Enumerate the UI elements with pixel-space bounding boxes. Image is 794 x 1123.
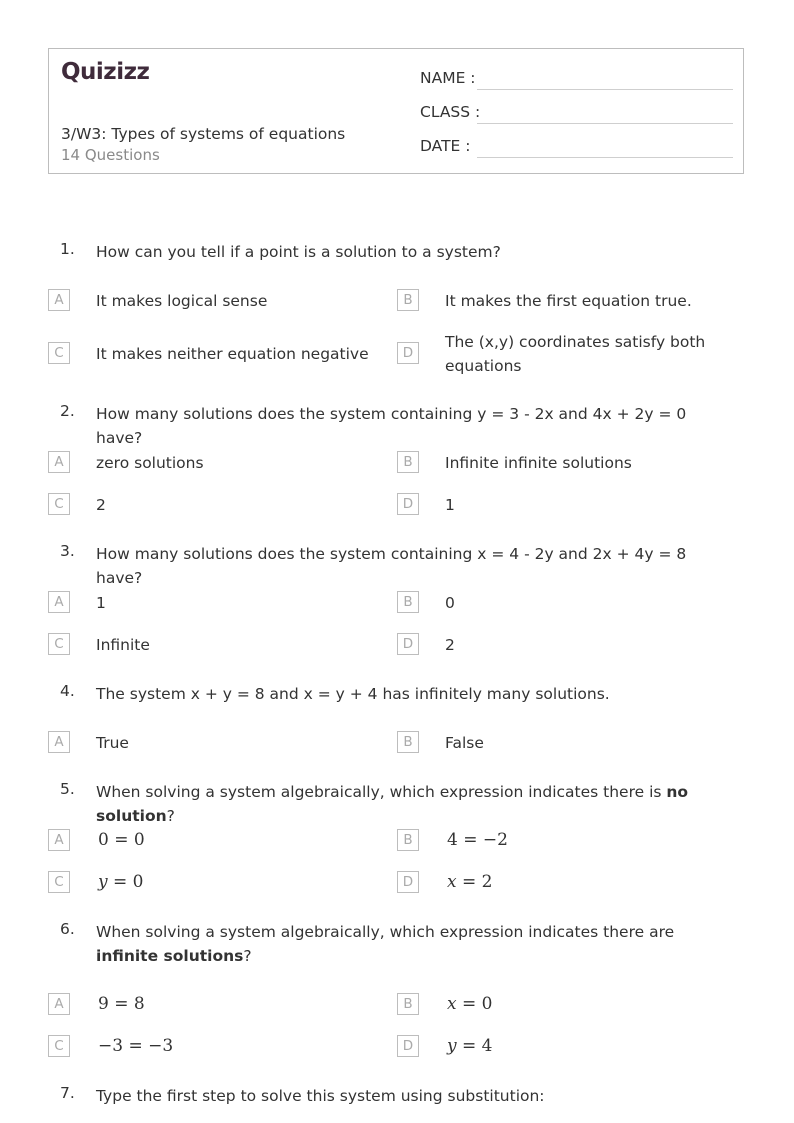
- math-lhs: x: [447, 872, 457, 892]
- option-d-math: y = 4: [447, 1036, 493, 1056]
- option-b-box[interactable]: B: [397, 731, 419, 753]
- class-label: CLASS :: [420, 103, 481, 121]
- option-d-box[interactable]: D: [397, 633, 419, 655]
- question-number: 3.: [60, 542, 75, 560]
- math-rhs: 8: [133, 994, 145, 1014]
- math-rhs: 0: [133, 830, 145, 850]
- question-text: The system x + y = 8 and x = y + 4 has infinitely many solutions.: [96, 685, 610, 703]
- question-number: 7.: [60, 1084, 75, 1102]
- option-d-box[interactable]: D: [397, 342, 419, 364]
- option-c-text: It makes neither equation negative: [96, 345, 369, 363]
- name-label: NAME :: [420, 69, 476, 87]
- math-lhs: 9: [98, 994, 109, 1014]
- question-text-end: ?: [166, 807, 175, 825]
- quizizz-logo: [61, 59, 149, 89]
- option-c-box[interactable]: C: [48, 871, 70, 893]
- question-number: 4.: [60, 682, 75, 700]
- math-lhs: x: [447, 994, 457, 1014]
- option-b-box[interactable]: B: [397, 993, 419, 1015]
- question-text: How many solutions does the system containing x = 4 - 2y and 2x + 4y = 8 have?: [96, 545, 687, 587]
- math-rhs: 2: [481, 872, 493, 892]
- option-d-text: The (x,y) coordinates satisfy both equations: [445, 333, 706, 375]
- math-lhs: −3: [98, 1036, 124, 1056]
- option-c-box[interactable]: C: [48, 342, 70, 364]
- option-d-box[interactable]: D: [397, 493, 419, 515]
- option-b-text: False: [445, 734, 484, 752]
- option-a-math: 9 = 8: [98, 994, 145, 1014]
- option-a-box[interactable]: A: [48, 289, 70, 311]
- math-lhs: 0: [98, 830, 109, 850]
- option-c-math: y = 0: [98, 872, 144, 892]
- question-number: 1.: [60, 240, 75, 258]
- option-a-math: 0 = 0: [98, 830, 145, 850]
- math-rhs: 4: [481, 1036, 493, 1056]
- question-text: [96, 920, 716, 968]
- brand-name: Quizizz: [61, 59, 150, 85]
- option-c-box[interactable]: C: [48, 493, 70, 515]
- option-c-math: −3 = −3: [98, 1036, 174, 1056]
- question-emphasis: infinite solutions: [96, 947, 244, 965]
- option-b-text: 0: [445, 594, 455, 612]
- option-a-text: zero solutions: [96, 454, 204, 472]
- option-b-box[interactable]: B: [397, 829, 419, 851]
- option-a-box[interactable]: A: [48, 451, 70, 473]
- math-lhs: y: [98, 872, 108, 892]
- option-c-box[interactable]: C: [48, 1035, 70, 1057]
- option-c-text: Infinite: [96, 636, 150, 654]
- name-line[interactable]: [477, 89, 733, 90]
- option-b-box[interactable]: B: [397, 289, 419, 311]
- option-a-text: 1: [96, 594, 106, 612]
- option-d-text: 2: [445, 636, 455, 654]
- worksheet-header: [48, 48, 744, 174]
- option-a-box[interactable]: A: [48, 829, 70, 851]
- option-b-text: Infinite infinite solutions: [445, 454, 632, 472]
- option-c-box[interactable]: C: [48, 633, 70, 655]
- math-rhs: −2: [482, 830, 508, 850]
- option-d-box[interactable]: D: [397, 871, 419, 893]
- question-number: 2.: [60, 402, 75, 420]
- question-emphasis: no solution: [96, 783, 689, 825]
- option-b-box[interactable]: B: [397, 591, 419, 613]
- option-a-box[interactable]: A: [48, 591, 70, 613]
- option-a-text: It makes logical sense: [96, 292, 268, 310]
- date-label: DATE :: [420, 137, 471, 155]
- question-number: 6.: [60, 920, 75, 938]
- option-a-box[interactable]: A: [48, 731, 70, 753]
- option-d-box[interactable]: D: [397, 1035, 419, 1057]
- question-text: [96, 780, 736, 828]
- option-b-text: It makes the first equation true.: [445, 292, 692, 310]
- question-number: 5.: [60, 780, 75, 798]
- question-count: 14 Questions: [61, 146, 160, 164]
- question-text-end: ?: [243, 947, 252, 965]
- math-rhs: 0: [132, 872, 144, 892]
- question-text: How many solutions does the system containing y = 3 - 2x and 4x + 2y = 0 have?: [96, 405, 687, 447]
- math-rhs: 0: [481, 994, 493, 1014]
- question-text-start: When solving a system algebraically, which expression indicates there are: [96, 923, 675, 941]
- question-text: How can you tell if a point is a solution to a system?: [96, 243, 501, 261]
- worksheet-title: 3/W3: Types of systems of equations: [61, 125, 346, 143]
- question-text-start: When solving a system algebraically, which expression indicates there is: [96, 783, 667, 801]
- math-lhs: 4: [447, 830, 458, 850]
- class-line[interactable]: [477, 123, 733, 124]
- option-a-text: True: [96, 734, 129, 752]
- option-b-math: x = 0: [447, 994, 493, 1014]
- math-rhs: −3: [148, 1036, 174, 1056]
- option-b-math: 4 = −2: [447, 830, 508, 850]
- date-line[interactable]: [477, 157, 733, 158]
- option-a-box[interactable]: A: [48, 993, 70, 1015]
- option-d-math: x = 2: [447, 872, 493, 892]
- option-d-text: 1: [445, 496, 455, 514]
- option-b-box[interactable]: B: [397, 451, 419, 473]
- option-c-text: 2: [96, 496, 106, 514]
- question-text: Type the first step to solve this system using substitution:: [96, 1087, 545, 1105]
- math-lhs: y: [447, 1036, 457, 1056]
